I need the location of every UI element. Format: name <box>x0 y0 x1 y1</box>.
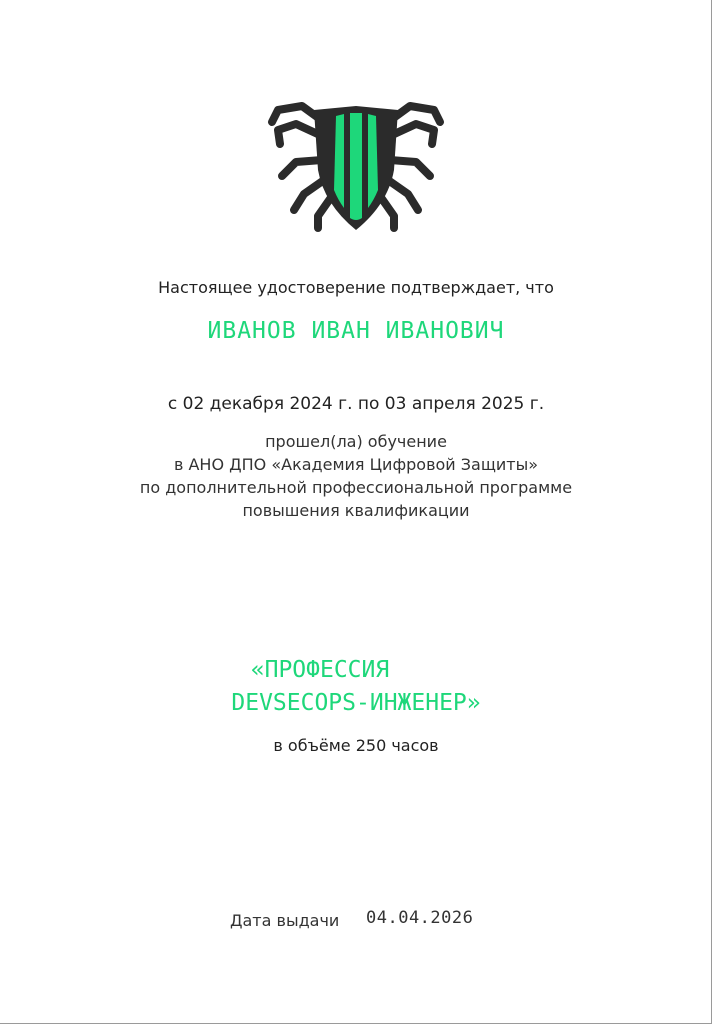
study-period: с 02 декабря 2024 г. по 03 апреля 2025 г. <box>167 394 545 414</box>
program-title <box>0 654 712 720</box>
description-line: повышения квалификации <box>242 501 470 520</box>
program-title-line: DEVSECOPS-ИНЖЕНЕР» <box>231 690 481 716</box>
description-line: в АНО ДПО «Академия Цифровой Защиты» <box>173 455 539 474</box>
student-name: ИВАНОВ ИВАН ИВАНОВИЧ <box>207 318 505 344</box>
program-hours: в объёме 250 часов <box>273 736 439 755</box>
description-line: прошел(ла) обучение <box>265 432 447 451</box>
program-title-line: «ПРОФЕССИЯ <box>250 657 390 683</box>
issue-date-label: Дата выдачи <box>230 911 340 930</box>
training-description <box>0 430 712 522</box>
issue-date: 04.04.2026 <box>366 908 474 928</box>
description-line: по дополнительной профессиональной программе <box>139 478 573 497</box>
bug-shield-icon <box>266 100 446 236</box>
confirm-text: Настоящее удостоверение подтверждает, что <box>158 278 554 297</box>
